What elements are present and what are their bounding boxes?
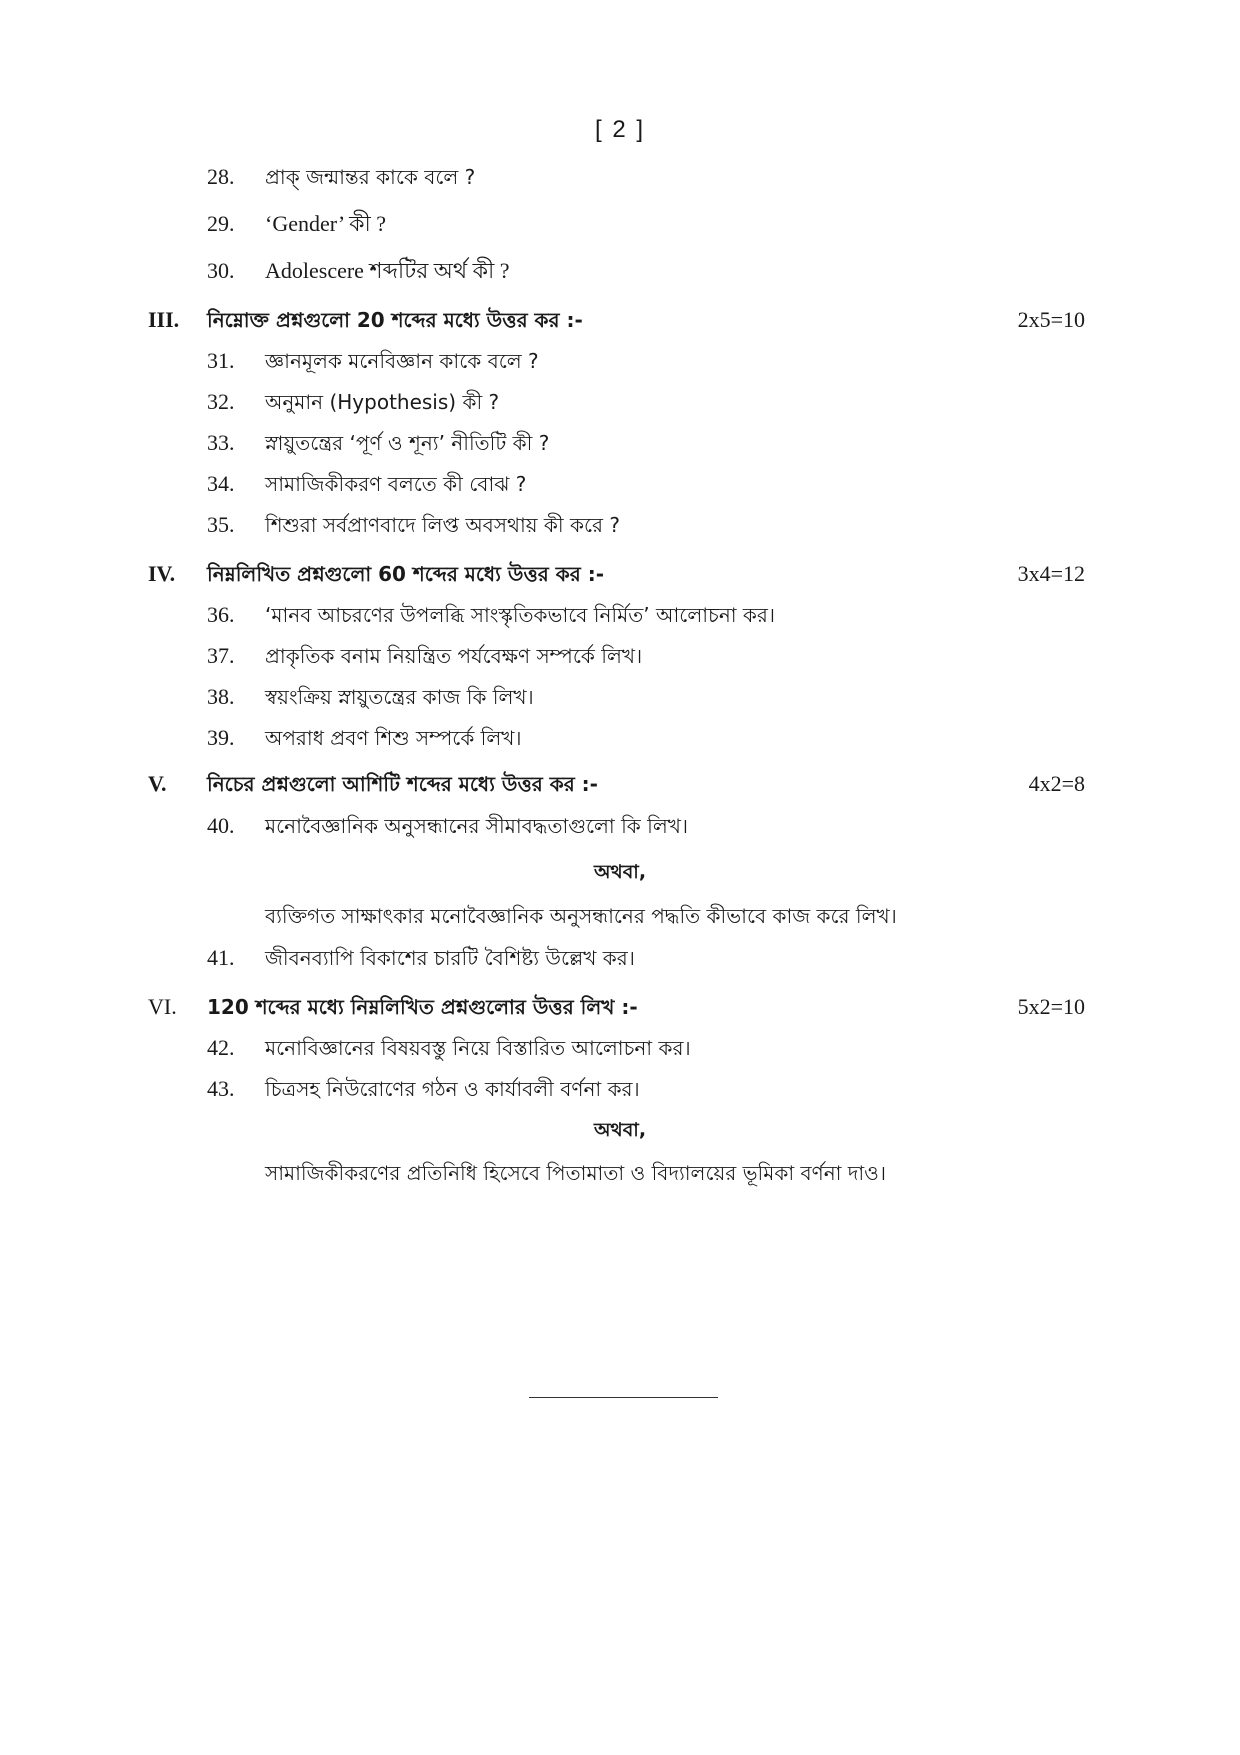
question-number: 28. bbox=[207, 164, 235, 189]
question-text: ‘Gender’ কী ? bbox=[265, 211, 387, 236]
question-number: 31. bbox=[207, 348, 235, 373]
question-number: 42. bbox=[207, 1035, 235, 1060]
question-text: শিশুরা সর্বপ্রাণবাদে লিপ্ত অবসথায় কী করে ? bbox=[265, 513, 620, 537]
question-row bbox=[0, 508, 1240, 542]
section-header-vi bbox=[0, 990, 1240, 1024]
page-number: [ 2 ] bbox=[594, 116, 646, 143]
question-number: 29. bbox=[207, 211, 235, 236]
question-row bbox=[0, 809, 1240, 843]
section-marks: 5x2=10 bbox=[1017, 994, 1085, 1019]
question-number: 32. bbox=[207, 389, 235, 414]
section-marks: 4x2=8 bbox=[1028, 771, 1085, 796]
or-separator bbox=[0, 1113, 1240, 1147]
section-header-iii bbox=[0, 303, 1240, 337]
question-row bbox=[0, 254, 1240, 288]
question-number: 33. bbox=[207, 430, 235, 455]
question-row bbox=[0, 1031, 1240, 1065]
or-separator bbox=[0, 855, 1240, 889]
question-row bbox=[0, 1072, 1240, 1106]
question-row bbox=[0, 467, 1240, 501]
question-number: 35. bbox=[207, 512, 235, 537]
question-row bbox=[0, 639, 1240, 673]
question-text: ‘মানব আচরণের উপলব্ধি সাংস্কৃতিকভাবে নির্মিত’ আলোচনা কর। bbox=[265, 603, 776, 627]
section-roman: V. bbox=[148, 771, 167, 796]
question-text: জীবনব্যাপি বিকাশের চারটি বৈশিষ্ট্য উল্লেখ কর। bbox=[265, 946, 635, 970]
question-number: 38. bbox=[207, 684, 235, 709]
section-title: 120 শব্দের মধ্যে নিম্নলিখিত প্রশ্নগুলোর উত্তর লিখ :- bbox=[207, 995, 638, 1019]
question-number: 43. bbox=[207, 1076, 235, 1101]
section-title: নিম্নলিখিত প্রশ্নগুলো 60 শব্দের মধ্যে উত্তর কর :- bbox=[207, 562, 605, 586]
question-row bbox=[0, 207, 1240, 241]
section-header-v bbox=[0, 767, 1240, 801]
question-row bbox=[0, 426, 1240, 460]
section-roman: IV. bbox=[148, 561, 176, 586]
question-text: অনুমান (Hypothesis) কী ? bbox=[265, 390, 500, 414]
question-number: 41. bbox=[207, 945, 235, 970]
section-header-iv bbox=[0, 557, 1240, 591]
question-text: অপরাধ প্রবণ শিশু সম্পর্কে লিখ। bbox=[265, 726, 522, 750]
question-text: মনোবিজ্ঞানের বিষয়বস্তু নিয়ে বিস্তারিত আলোচনা কর। bbox=[265, 1036, 691, 1060]
question-text: ব্যক্তিগত সাক্ষাৎকার মনোবৈজ্ঞানিক অনুসন্ধানের পদ্ধতি কীভাবে কাজ করে লিখ। bbox=[265, 904, 897, 928]
question-text: মনোবৈজ্ঞানিক অনুসন্ধানের সীমাবদ্ধতাগুলো কি লিখ। bbox=[265, 814, 689, 838]
section-marks: 3x4=12 bbox=[1017, 561, 1085, 586]
question-row bbox=[0, 941, 1240, 975]
question-number: 36. bbox=[207, 602, 235, 627]
question-row bbox=[0, 598, 1240, 632]
question-number: 30. bbox=[207, 258, 235, 283]
question-number: 40. bbox=[207, 813, 235, 838]
section-title: নিম্নোক্ত প্রশ্নগুলো 20 শব্দের মধ্যে উত্তর কর :- bbox=[207, 308, 583, 332]
question-text: জ্ঞানমূলক মনেবিজ্ঞান কাকে বলে ? bbox=[265, 349, 539, 373]
or-label: অথবা, bbox=[593, 1119, 647, 1141]
question-text: সামাজিকীকরণের প্রতিনিধি হিসেবে পিতামাতা ও বিদ্যালয়ের ভূমিকা বর্ণনা দাও। bbox=[265, 1161, 887, 1185]
end-rule bbox=[529, 1397, 718, 1398]
question-text: সামাজিকীকরণ বলতে কী বোঝ ? bbox=[265, 472, 527, 496]
question-row bbox=[0, 680, 1240, 714]
question-text: স্নায়ুতন্ত্রের ‘পূর্ণ ও শূন্য’ নীতিটি কী ? bbox=[265, 431, 550, 455]
section-roman: VI. bbox=[148, 994, 177, 1019]
section-title: নিচের প্রশ্নগুলো আশিটি শব্দের মধ্যে উত্তর কর :- bbox=[207, 772, 598, 796]
question-number: 39. bbox=[207, 725, 235, 750]
question-text: চিত্রসহ নিউরোণের গঠন ও কার্যাবলী বর্ণনা কর। bbox=[265, 1077, 640, 1101]
question-row bbox=[0, 344, 1240, 378]
question-text: প্রাকৃতিক বনাম নিয়ন্ত্রিত পর্যবেক্ষণ সম্পর্কে লিখ। bbox=[265, 644, 643, 668]
question-number: 37. bbox=[207, 643, 235, 668]
question-row-alternative bbox=[0, 899, 1240, 933]
question-text: প্রাক্ জন্মান্তর কাকে বলে ? bbox=[265, 165, 476, 189]
question-row bbox=[0, 721, 1240, 755]
section-roman: III. bbox=[148, 307, 180, 332]
question-text: স্বয়ংক্রিয় স্নায়ুতন্ত্রের কাজ কি লিখ। bbox=[265, 685, 534, 709]
section-marks: 2x5=10 bbox=[1017, 307, 1085, 332]
question-number: 34. bbox=[207, 471, 235, 496]
question-row-alternative bbox=[0, 1156, 1240, 1190]
or-label: অথবা, bbox=[593, 861, 647, 883]
question-row bbox=[0, 385, 1240, 419]
question-text: Adolescere শব্দটির অর্থ কী ? bbox=[265, 258, 510, 283]
question-row bbox=[0, 160, 1240, 194]
